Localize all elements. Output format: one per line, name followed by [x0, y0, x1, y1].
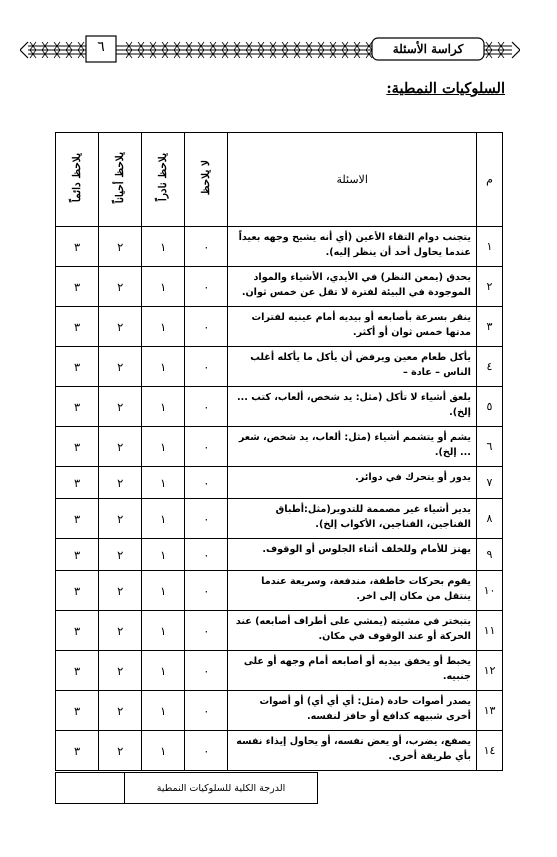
table-row	[56, 267, 503, 307]
column-header-question: الاسئلة	[228, 133, 477, 227]
total-score-table	[55, 772, 318, 804]
score-option-0[interactable]: ٠	[185, 499, 228, 539]
question-number: ١	[476, 227, 502, 267]
score-option-3[interactable]: ٣	[56, 651, 99, 691]
score-option-3[interactable]: ٣	[56, 611, 99, 651]
score-option-1[interactable]: ١	[142, 427, 185, 467]
question-text: يتجنب دوام التقاء الأعين (أي أنه يشيح وجهه بعيداً عندما يحاول أحد أن ينظر إليه).	[228, 227, 477, 267]
score-option-0[interactable]: ٠	[185, 571, 228, 611]
table-row	[56, 571, 503, 611]
score-option-0[interactable]: ٠	[185, 731, 228, 771]
question-text: يقوم بحركات خاطفة، مندفعة، وسريعة عندما ينتقل من مكان إلى اخر.	[228, 571, 477, 611]
score-option-2[interactable]: ٢	[99, 499, 142, 539]
score-option-0[interactable]: ٠	[185, 307, 228, 347]
question-text: ينقر بسرعة بأصابعه أو بيديه أمام عينيه لفترات مدتها خمس ثوان أو أكثر.	[228, 307, 477, 347]
table-row	[56, 539, 503, 571]
score-option-3[interactable]: ٣	[56, 307, 99, 347]
question-text: يتبختر في مشيته (يمشي على أطراف أصابعه) عند الحركة أو عند الوقوف في مكان.	[228, 611, 477, 651]
score-option-0[interactable]: ٠	[185, 467, 228, 499]
score-option-2[interactable]: ٢	[99, 731, 142, 771]
column-label: يلاحظ دائماً	[71, 152, 84, 203]
score-option-3[interactable]: ٣	[56, 539, 99, 571]
question-text: يلعق أشياء لا تأكل (مثل: يد شخص، ألعاب، كتب ... إلخ).	[228, 387, 477, 427]
question-number: ٣	[476, 307, 502, 347]
score-option-0[interactable]: ٠	[185, 227, 228, 267]
score-option-1[interactable]: ١	[142, 731, 185, 771]
score-option-1[interactable]: ١	[142, 539, 185, 571]
section-title: السلوكيات النمطية:	[386, 80, 505, 97]
column-header-score-2	[99, 133, 142, 227]
score-option-1[interactable]: ١	[142, 387, 185, 427]
score-option-2[interactable]: ٢	[99, 611, 142, 651]
question-number: ١٣	[476, 691, 502, 731]
score-option-0[interactable]: ٠	[185, 387, 228, 427]
score-option-1[interactable]: ١	[142, 267, 185, 307]
question-text: يحدق (يمعن النظر) في الأيدي، الأشياء والمواد الموجودة في البيئة لفترة لا تقل عن خمس ثوان.	[228, 267, 477, 307]
score-option-0[interactable]: ٠	[185, 691, 228, 731]
column-label: يلاحظ نادراً	[157, 153, 170, 202]
score-option-3[interactable]: ٣	[56, 571, 99, 611]
question-number: ١٤	[476, 731, 502, 771]
score-option-3[interactable]: ٣	[56, 691, 99, 731]
score-option-2[interactable]: ٢	[99, 267, 142, 307]
page-number: ٦	[97, 39, 105, 55]
table-row	[56, 467, 503, 499]
question-number: ٦	[476, 427, 502, 467]
score-option-2[interactable]: ٢	[99, 307, 142, 347]
score-option-3[interactable]: ٣	[56, 347, 99, 387]
table-header-row	[56, 133, 503, 227]
table-row	[56, 307, 503, 347]
column-header-score-3	[56, 133, 99, 227]
score-option-1[interactable]: ١	[142, 571, 185, 611]
column-header-number: م	[476, 133, 502, 227]
score-option-0[interactable]: ٠	[185, 539, 228, 571]
score-option-2[interactable]: ٢	[99, 539, 142, 571]
score-option-2[interactable]: ٢	[99, 467, 142, 499]
score-option-3[interactable]: ٣	[56, 467, 99, 499]
question-text: يدور أو يتحرك في دوائر.	[228, 467, 477, 499]
question-number: ٧	[476, 467, 502, 499]
questions-table	[55, 132, 503, 771]
table-row	[56, 691, 503, 731]
score-option-2[interactable]: ٢	[99, 427, 142, 467]
score-option-2[interactable]: ٢	[99, 651, 142, 691]
score-option-3[interactable]: ٣	[56, 427, 99, 467]
question-number: ٥	[476, 387, 502, 427]
question-text: يأكل طعام معين ويرفض أن يأكل ما يأكله أغلب الناس – عادة –	[228, 347, 477, 387]
banner-title: كراسة الأسئلة	[392, 42, 464, 56]
question-number: ٩	[476, 539, 502, 571]
question-text: يشم أو يتشمم أشياء (مثل: ألعاب، يد شخص، شعر ... إلخ).	[228, 427, 477, 467]
score-option-1[interactable]: ١	[142, 651, 185, 691]
table-row	[56, 227, 503, 267]
table-row	[56, 731, 503, 771]
total-score-field[interactable]	[56, 773, 125, 804]
score-option-2[interactable]: ٢	[99, 227, 142, 267]
table-row	[56, 499, 503, 539]
score-option-1[interactable]: ١	[142, 307, 185, 347]
score-option-0[interactable]: ٠	[185, 427, 228, 467]
column-header-score-1	[142, 133, 185, 227]
table-row	[56, 611, 503, 651]
question-number: ٢	[476, 267, 502, 307]
score-option-0[interactable]: ٠	[185, 347, 228, 387]
question-number: ٨	[476, 499, 502, 539]
question-number: ١٢	[476, 651, 502, 691]
score-option-0[interactable]: ٠	[185, 267, 228, 307]
question-text: يدير أشياء غير مصممة للتدوير(مثل:أطباق الفناجين، الفناجين، الأكواب إلخ).	[228, 499, 477, 539]
score-option-0[interactable]: ٠	[185, 651, 228, 691]
column-label: لا يلاحظ	[200, 159, 213, 196]
score-option-3[interactable]: ٣	[56, 227, 99, 267]
score-option-1[interactable]: ١	[142, 347, 185, 387]
score-option-2[interactable]: ٢	[99, 387, 142, 427]
score-option-1[interactable]: ١	[142, 611, 185, 651]
table-row	[56, 651, 503, 691]
table-row	[56, 347, 503, 387]
score-option-1[interactable]: ١	[142, 499, 185, 539]
question-text: يهتز للأمام وللخلف أثناء الجلوس أو الوقوف.	[228, 539, 477, 571]
total-score-label: الدرجة الكلية للسلوكيات النمطية	[125, 773, 318, 804]
score-option-2[interactable]: ٢	[99, 347, 142, 387]
score-option-1[interactable]: ١	[142, 467, 185, 499]
column-header-score-0	[185, 133, 228, 227]
score-option-3[interactable]: ٣	[56, 387, 99, 427]
score-option-2[interactable]: ٢	[99, 691, 142, 731]
column-label: يلاحظ أحياناً	[114, 151, 127, 204]
score-option-3[interactable]: ٣	[56, 267, 99, 307]
score-option-3[interactable]: ٣	[56, 499, 99, 539]
score-option-1[interactable]: ١	[142, 227, 185, 267]
question-number: ١١	[476, 611, 502, 651]
score-option-1[interactable]: ١	[142, 691, 185, 731]
question-text: يصدر أصوات حادة (مثل: أي أي أي) أو أصوات أخرى شبيهه كدافع أو حافز لنفسه.	[228, 691, 477, 731]
question-number: ١٠	[476, 571, 502, 611]
question-number: ٤	[476, 347, 502, 387]
question-text: يخبط أو يخفق بيديه أو أصابعه أمام وجهه أو على جنبيه.	[228, 651, 477, 691]
score-option-0[interactable]: ٠	[185, 611, 228, 651]
table-row	[56, 387, 503, 427]
question-text: يصفع، يضرب، أو يعض نفسه، أو يحاول إيذاء نفسه بأي طريقة أخرى.	[228, 731, 477, 771]
score-option-3[interactable]: ٣	[56, 731, 99, 771]
table-row	[56, 427, 503, 467]
score-option-2[interactable]: ٢	[99, 571, 142, 611]
